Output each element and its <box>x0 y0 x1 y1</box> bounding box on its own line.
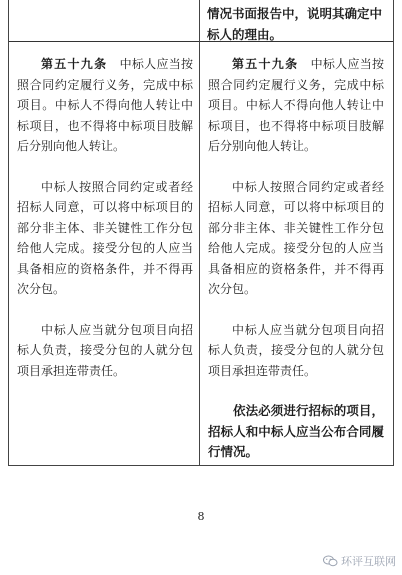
wechat-icon <box>323 555 338 567</box>
left-article-number: 第五十九条 <box>41 57 108 71</box>
top-right-cell-text: 情况书面报告中，说明其确定中标人的理由。 <box>207 6 383 42</box>
left-liability-paragraph: 中标人应当就分包项目向招标人负责，接受分包的人就分包项目承担连带责任。 <box>17 322 193 378</box>
comparison-table <box>8 0 394 466</box>
right-added-paragraph: 依法必须进行招标的项目，招标人和中标人应当公布合同履行情况。 <box>208 403 384 459</box>
watermark-text: 环评互联网 <box>341 555 396 568</box>
right-subcontract-paragraph: 中标人按照合同约定或者经招标人同意，可以将中标项目的部分非主体、非关键性工作分包给他人完成。接受分包的人应当具备相应的资格条件，并不得再次分包。 <box>208 179 384 296</box>
right-column <box>208 54 384 463</box>
right-liability-paragraph: 中标人应当就分包项目向招标人负责，接受分包的人就分包项目承担连带责任。 <box>208 322 384 378</box>
left-article-paragraph <box>17 54 193 157</box>
page-number: 8 <box>197 510 205 523</box>
column-divider <box>199 0 200 465</box>
right-article-number: 第五十九条 <box>232 57 299 71</box>
left-subcontract-paragraph: 中标人按照合同约定或者经招标人同意，可以将中标项目的部分非主体、非关键性工作分包给他人完成。接受分包的人应当具备相应的资格条件，并不得再次分包。 <box>17 179 193 296</box>
watermark <box>323 553 396 569</box>
left-column <box>17 54 193 381</box>
right-article-text: 中标人应当按照合同约定履行义务，完成中标项目。中标人不得向他人转让中标项目，也不得将中标项目肢解后分别向他人转让。 <box>208 57 384 153</box>
right-article-paragraph <box>208 54 384 157</box>
left-article-text: 中标人应当按照合同约定履行义务，完成中标项目。中标人不得向他人转让中标项目，也不得将中标项目肢解后分别向他人转让。 <box>17 57 193 153</box>
